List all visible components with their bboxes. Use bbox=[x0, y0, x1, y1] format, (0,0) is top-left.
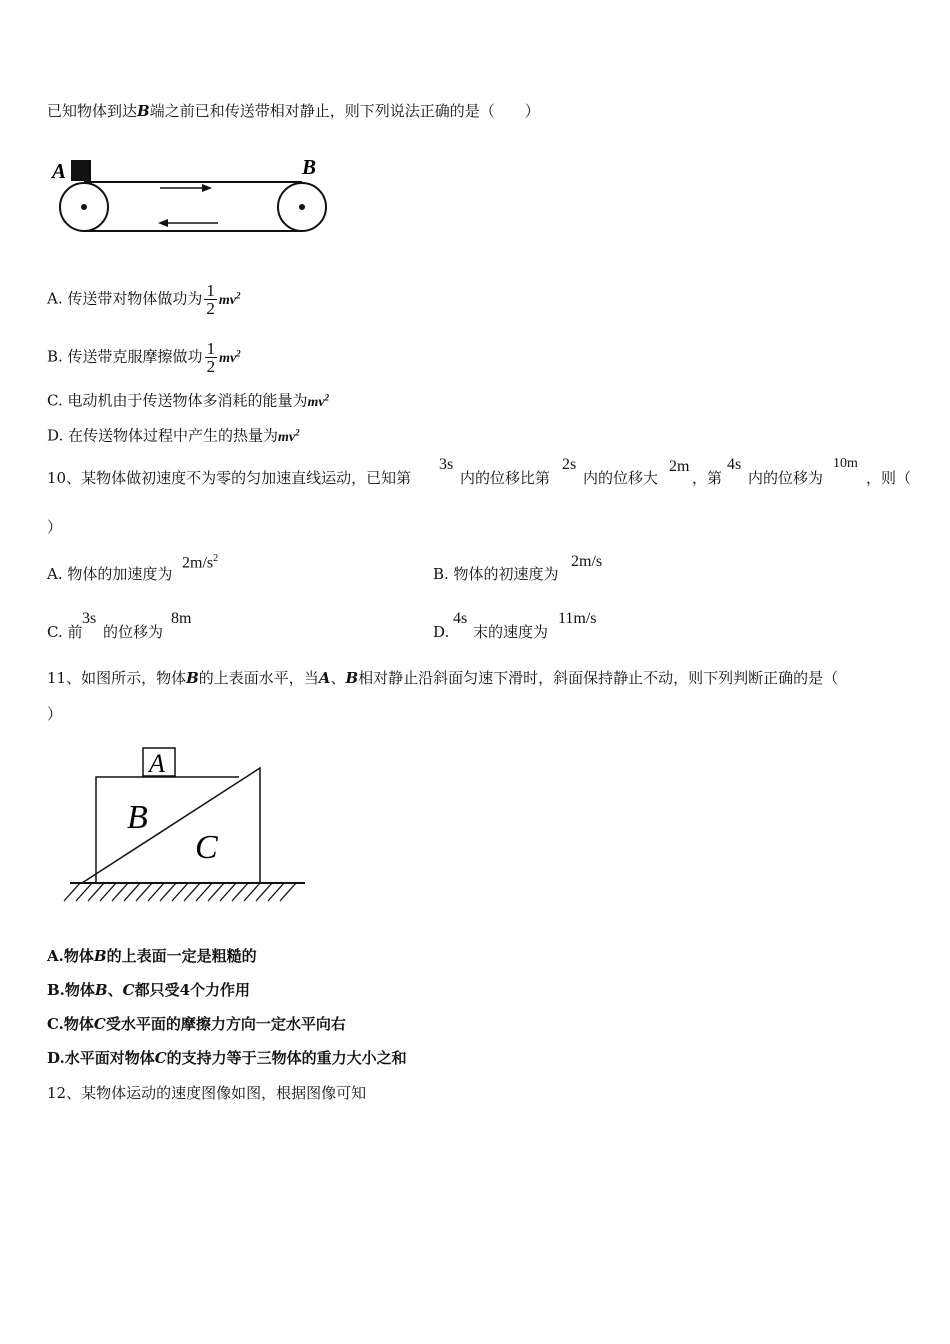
q11-var-b: B bbox=[345, 669, 359, 687]
q9-option-a bbox=[47, 282, 240, 317]
q10-stem-part: 内的位移为 bbox=[748, 469, 824, 487]
label-b: B bbox=[302, 155, 317, 179]
option-prefix: A.物体 bbox=[47, 947, 94, 965]
q10-option-b: B. 物体的初速度为 bbox=[433, 565, 559, 583]
option-suffix: 个力作用 bbox=[190, 981, 251, 999]
q10-option-c-prefix: C. 前 bbox=[47, 623, 83, 641]
conveyor-belt-figure bbox=[50, 152, 335, 237]
q10-stem-part: ，则（ bbox=[866, 469, 912, 487]
formula-exponent: 2 bbox=[295, 427, 300, 437]
q9-option-b-text: B. 传送带克服摩擦做功 bbox=[47, 347, 203, 366]
q9-option-a-formula bbox=[218, 289, 241, 308]
q12-stem: 12、某物体运动的速度图像如图，根据图像可知 bbox=[47, 1084, 367, 1102]
q10-value-10m: 10m bbox=[833, 456, 858, 471]
option-var: C bbox=[154, 1049, 167, 1067]
q11-option-d bbox=[47, 1048, 407, 1068]
q10-value-2s: 2s bbox=[562, 456, 577, 473]
arrow-right-head bbox=[202, 184, 212, 192]
q10-stem-part: 内的位移比第 bbox=[460, 469, 551, 487]
q10-stem-part: 内的位移大 bbox=[583, 469, 659, 487]
q10-option-a-value bbox=[182, 553, 218, 572]
option-number: 4 bbox=[179, 981, 191, 999]
q9-stem-suffix: 端之前已和传送带相对静止，则下列说法正确的是（ ） bbox=[149, 102, 540, 120]
label-b: B bbox=[127, 799, 148, 836]
q11-stem-part: 相对静止沿斜面匀速下滑时，斜面保持静止不动，则下列判断正确的是（ bbox=[358, 669, 839, 687]
right-pulley-axle bbox=[299, 204, 305, 210]
q10-option-d-value: 11m/s bbox=[558, 610, 597, 627]
q9-option-b bbox=[47, 340, 241, 375]
ground-hatching bbox=[64, 883, 296, 901]
q11-stem bbox=[47, 668, 838, 688]
q9-option-c-formula bbox=[307, 392, 330, 410]
formula-exponent: 2 bbox=[235, 289, 241, 300]
q9-option-b-formula bbox=[219, 347, 241, 366]
option-text: 都只受 bbox=[134, 981, 180, 999]
label-c: C bbox=[195, 829, 218, 866]
incline-c bbox=[82, 768, 260, 883]
block-a bbox=[71, 160, 91, 181]
q9-option-c bbox=[47, 387, 329, 413]
q10-option-d-text: 末的速度为 bbox=[473, 623, 549, 641]
formula-mv: mv bbox=[219, 350, 237, 366]
incline-blocks-figure bbox=[55, 738, 315, 908]
fraction-denominator: 2 bbox=[206, 299, 215, 318]
left-pulley-axle bbox=[81, 204, 87, 210]
q11-stem-part: 11、如图所示，物体 bbox=[47, 669, 187, 687]
q10-stem-part: ，第 bbox=[692, 469, 723, 487]
formula-mv: mv bbox=[218, 292, 236, 308]
q10-option-d-time: 4s bbox=[453, 610, 468, 627]
q11-var-a: A bbox=[318, 669, 331, 687]
q11-stem-close: ） bbox=[47, 705, 63, 723]
q9-stem bbox=[47, 101, 540, 121]
q9-option-d-text: D. 在传送物体过程中产生的热量为 bbox=[47, 426, 279, 445]
option-prefix: B.物体 bbox=[47, 981, 95, 999]
option-text: 的支持力等于三物体的重力大小之和 bbox=[166, 1049, 407, 1067]
label-a: A bbox=[52, 159, 67, 183]
formula-exponent: 2 bbox=[236, 347, 241, 358]
option-text: 的上表面一定是粗糙的 bbox=[106, 947, 257, 965]
q10-option-c-value: 8m bbox=[171, 610, 192, 627]
q9-stem-prefix: 已知物体到达 bbox=[47, 102, 138, 120]
option-text: 受水平面的摩擦力方向一定水平向右 bbox=[105, 1015, 346, 1033]
option-prefix: D.水平面对物体 bbox=[47, 1049, 155, 1067]
q11-separator: 、 bbox=[330, 669, 346, 687]
q10-stem-close: ） bbox=[47, 518, 63, 536]
q9-option-c-text: C. 电动机由于传送物体多消耗的能量为 bbox=[47, 391, 308, 410]
arrow-left-head bbox=[158, 219, 168, 227]
q10-value-4s: 4s bbox=[727, 456, 742, 473]
fraction-denominator: 2 bbox=[206, 357, 216, 376]
formula-exponent: 2 bbox=[324, 392, 330, 402]
q10-option-b-value: 2m/s bbox=[571, 553, 603, 570]
option-prefix: C.物体 bbox=[47, 1015, 94, 1033]
option-var: B bbox=[94, 981, 108, 999]
option-var: C bbox=[93, 1015, 106, 1033]
label-a: A bbox=[149, 749, 165, 778]
option-var: C bbox=[122, 981, 135, 999]
q9-option-b-fraction bbox=[205, 340, 218, 375]
q9-option-d bbox=[47, 422, 300, 448]
formula-mv: mv bbox=[278, 429, 296, 445]
option-separator: 、 bbox=[107, 981, 123, 999]
value-text: 2m/s bbox=[182, 554, 214, 572]
q9-stem-var-b: B bbox=[137, 102, 150, 120]
q10-option-a: A. 物体的加速度为 bbox=[47, 565, 173, 583]
q10-option-d-prefix: D. bbox=[433, 623, 450, 641]
q11-option-a bbox=[47, 946, 257, 966]
q10-value-3s: 3s bbox=[439, 456, 454, 473]
q11-option-b bbox=[47, 980, 250, 1000]
q10-value-2m: 2m bbox=[669, 458, 690, 475]
q10-option-c-text: 的位移为 bbox=[103, 623, 164, 641]
fraction-numerator: 1 bbox=[206, 339, 216, 358]
q9-option-d-formula bbox=[278, 427, 300, 445]
q10-option-c-time: 3s bbox=[82, 610, 97, 627]
q11-option-c bbox=[47, 1014, 346, 1034]
q9-option-a-text: A. 传送带对物体做功为 bbox=[47, 289, 203, 308]
value-exponent: 2 bbox=[213, 553, 219, 564]
q11-stem-part: 的上表面水平，当 bbox=[198, 669, 319, 687]
q11-var-b: B bbox=[186, 669, 199, 687]
q9-option-a-fraction bbox=[204, 282, 217, 317]
fraction-numerator: 1 bbox=[206, 281, 215, 300]
q10-stem bbox=[47, 468, 411, 488]
formula-mv: mv bbox=[307, 394, 325, 410]
q10-stem-part: 10、某物体做初速度不为零的匀加速直线运动，已知第 bbox=[47, 469, 412, 487]
option-var: B bbox=[93, 947, 107, 965]
